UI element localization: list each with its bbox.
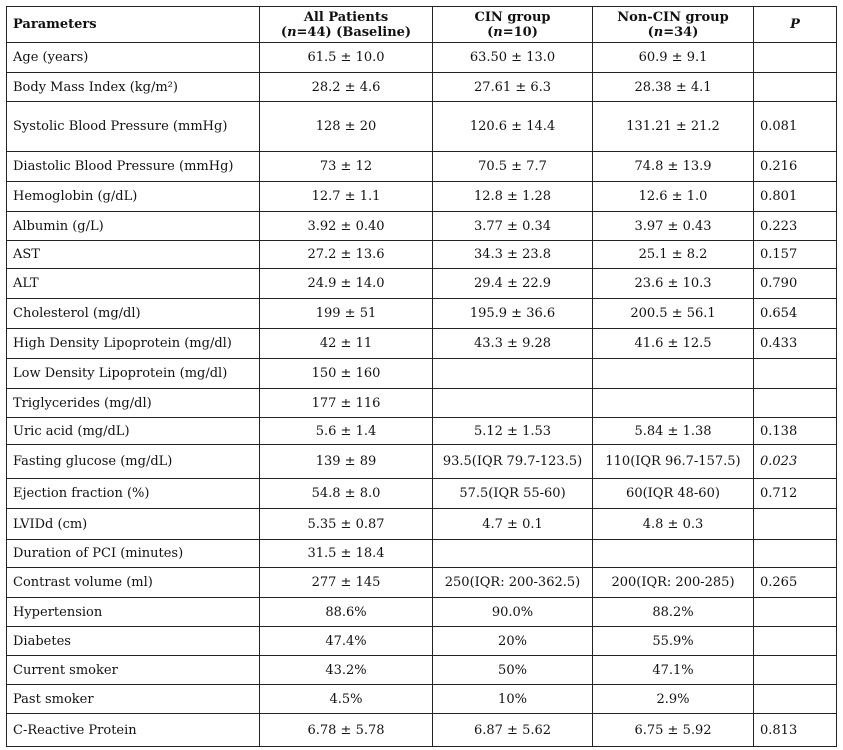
table-row <box>7 627 837 656</box>
table-row <box>7 568 837 598</box>
cin-group-cell: 250(IQR: 200-362.5) <box>433 568 593 598</box>
param-cell: Current smoker <box>7 656 260 685</box>
table-row <box>7 73 837 102</box>
param-cell: Triglycerides (mg/dl) <box>7 389 260 418</box>
non-cin-group-cell: 3.97 ± 0.43 <box>593 212 754 241</box>
param-cell: Ejection fraction (%) <box>7 479 260 509</box>
cin-group-cell: 10% <box>433 685 593 714</box>
cin-group-cell: 90.0% <box>433 598 593 627</box>
all-patients-cell: 73 ± 12 <box>260 152 433 182</box>
p-value-cell: 0.216 <box>754 152 837 182</box>
table-row <box>7 656 837 685</box>
non-cin-group-cell: 88.2% <box>593 598 754 627</box>
table-row <box>7 212 837 241</box>
cin-group-cell: 93.5(IQR 79.7-123.5) <box>433 445 593 479</box>
non-cin-group-cell: 60.9 ± 9.1 <box>593 43 754 73</box>
param-cell: Diabetes <box>7 627 260 656</box>
all-patients-cell: 199 ± 51 <box>260 299 433 329</box>
p-value-cell <box>754 685 837 714</box>
p-value-cell: 0.654 <box>754 299 837 329</box>
all-patients-cell: 177 ± 116 <box>260 389 433 418</box>
all-patients-cell: 277 ± 145 <box>260 568 433 598</box>
non-cin-group-cell: 12.6 ± 1.0 <box>593 182 754 212</box>
cin-group-cell: 29.4 ± 22.9 <box>433 269 593 299</box>
param-cell: Age (years) <box>7 43 260 73</box>
param-cell: Diastolic Blood Pressure (mmHg) <box>7 152 260 182</box>
p-value-cell <box>754 656 837 685</box>
param-cell: C-Reactive Protein <box>7 714 260 747</box>
table-row <box>7 389 837 418</box>
all-patients-cell: 5.35 ± 0.87 <box>260 509 433 540</box>
header-non-cin-group: Non-CIN group (n=34) <box>593 7 754 43</box>
non-cin-group-cell: 47.1% <box>593 656 754 685</box>
all-patients-cell: 88.6% <box>260 598 433 627</box>
p-value-cell: 0.433 <box>754 329 837 359</box>
all-patients-cell: 4.5% <box>260 685 433 714</box>
p-value-cell <box>754 43 837 73</box>
param-cell: Body Mass Index (kg/m²) <box>7 73 260 102</box>
table-row <box>7 714 837 747</box>
table-row <box>7 299 837 329</box>
param-cell: AST <box>7 241 260 269</box>
cin-group-cell: 12.8 ± 1.28 <box>433 182 593 212</box>
non-cin-group-cell <box>593 540 754 568</box>
p-value-cell: 0.801 <box>754 182 837 212</box>
p-value-cell: 0.138 <box>754 418 837 445</box>
param-cell: Hemoglobin (g/dL) <box>7 182 260 212</box>
cin-group-cell: 57.5(IQR 55-60) <box>433 479 593 509</box>
param-cell: Systolic Blood Pressure (mmHg) <box>7 102 260 152</box>
non-cin-group-cell: 200(IQR: 200-285) <box>593 568 754 598</box>
all-patients-cell: 27.2 ± 13.6 <box>260 241 433 269</box>
cin-group-cell: 63.50 ± 13.0 <box>433 43 593 73</box>
non-cin-group-cell: 23.6 ± 10.3 <box>593 269 754 299</box>
header-all-patients: All Patients (n=44) (Baseline) <box>260 7 433 43</box>
param-cell: Albumin (g/L) <box>7 212 260 241</box>
param-cell: LVIDd (cm) <box>7 509 260 540</box>
param-cell: Uric acid (mg/dL) <box>7 418 260 445</box>
param-cell: Hypertension <box>7 598 260 627</box>
non-cin-group-cell: 4.8 ± 0.3 <box>593 509 754 540</box>
p-value-cell: 0.081 <box>754 102 837 152</box>
all-patients-cell: 24.9 ± 14.0 <box>260 269 433 299</box>
cin-group-cell: 120.6 ± 14.4 <box>433 102 593 152</box>
table-row <box>7 540 837 568</box>
p-value-cell: 0.790 <box>754 269 837 299</box>
cin-group-cell: 70.5 ± 7.7 <box>433 152 593 182</box>
param-cell: Fasting glucose (mg/dL) <box>7 445 260 479</box>
all-patients-cell: 6.78 ± 5.78 <box>260 714 433 747</box>
all-patients-cell: 54.8 ± 8.0 <box>260 479 433 509</box>
all-patients-cell: 5.6 ± 1.4 <box>260 418 433 445</box>
all-patients-cell: 31.5 ± 18.4 <box>260 540 433 568</box>
table-row <box>7 102 837 152</box>
param-cell: High Density Lipoprotein (mg/dl) <box>7 329 260 359</box>
param-cell: Duration of PCI (minutes) <box>7 540 260 568</box>
param-cell: Contrast volume (ml) <box>7 568 260 598</box>
table-row <box>7 241 837 269</box>
non-cin-group-cell: 131.21 ± 21.2 <box>593 102 754 152</box>
all-patients-cell: 43.2% <box>260 656 433 685</box>
cin-group-cell: 3.77 ± 0.34 <box>433 212 593 241</box>
p-value-cell <box>754 540 837 568</box>
all-patients-cell: 47.4% <box>260 627 433 656</box>
non-cin-group-cell: 6.75 ± 5.92 <box>593 714 754 747</box>
header-row <box>7 7 837 43</box>
p-value-cell <box>754 73 837 102</box>
p-value-cell: 0.813 <box>754 714 837 747</box>
p-value-cell: 0.223 <box>754 212 837 241</box>
non-cin-group-cell: 60(IQR 48-60) <box>593 479 754 509</box>
non-cin-group-cell: 55.9% <box>593 627 754 656</box>
cin-group-cell <box>433 359 593 389</box>
p-value-cell <box>754 627 837 656</box>
non-cin-group-cell: 2.9% <box>593 685 754 714</box>
table-row <box>7 329 837 359</box>
p-value-cell: 0.712 <box>754 479 837 509</box>
cin-group-cell: 6.87 ± 5.62 <box>433 714 593 747</box>
cin-group-cell: 5.12 ± 1.53 <box>433 418 593 445</box>
all-patients-cell: 3.92 ± 0.40 <box>260 212 433 241</box>
non-cin-group-cell: 74.8 ± 13.9 <box>593 152 754 182</box>
all-patients-cell: 128 ± 20 <box>260 102 433 152</box>
cin-group-cell: 27.61 ± 6.3 <box>433 73 593 102</box>
table-row <box>7 43 837 73</box>
table-row <box>7 598 837 627</box>
cin-group-cell <box>433 389 593 418</box>
param-cell: Past smoker <box>7 685 260 714</box>
header-cin-group: CIN group (n=10) <box>433 7 593 43</box>
table-row <box>7 269 837 299</box>
table-row <box>7 418 837 445</box>
all-patients-cell: 28.2 ± 4.6 <box>260 73 433 102</box>
header-parameters: Parameters <box>7 7 260 43</box>
all-patients-cell: 61.5 ± 10.0 <box>260 43 433 73</box>
cin-group-cell: 4.7 ± 0.1 <box>433 509 593 540</box>
all-patients-cell: 42 ± 11 <box>260 329 433 359</box>
all-patients-cell: 12.7 ± 1.1 <box>260 182 433 212</box>
param-cell: ALT <box>7 269 260 299</box>
p-value-cell <box>754 389 837 418</box>
non-cin-group-cell: 41.6 ± 12.5 <box>593 329 754 359</box>
cin-group-cell: 50% <box>433 656 593 685</box>
table-row <box>7 509 837 540</box>
all-patients-cell: 139 ± 89 <box>260 445 433 479</box>
non-cin-group-cell: 110(IQR 96.7-157.5) <box>593 445 754 479</box>
non-cin-group-cell: 25.1 ± 8.2 <box>593 241 754 269</box>
param-cell: Low Density Lipoprotein (mg/dl) <box>7 359 260 389</box>
p-value-cell: 0.157 <box>754 241 837 269</box>
p-value-cell <box>754 359 837 389</box>
table-row <box>7 359 837 389</box>
cin-group-cell <box>433 540 593 568</box>
table-row <box>7 685 837 714</box>
cin-group-cell: 20% <box>433 627 593 656</box>
table-row <box>7 152 837 182</box>
non-cin-group-cell <box>593 389 754 418</box>
patient-characteristics-table <box>6 6 837 747</box>
p-value-cell: 0.265 <box>754 568 837 598</box>
p-value-cell: 0.023 <box>754 445 837 479</box>
p-value-cell <box>754 598 837 627</box>
param-cell: Cholesterol (mg/dl) <box>7 299 260 329</box>
non-cin-group-cell: 200.5 ± 56.1 <box>593 299 754 329</box>
cin-group-cell: 195.9 ± 36.6 <box>433 299 593 329</box>
non-cin-group-cell <box>593 359 754 389</box>
header-p-value: P <box>754 7 837 43</box>
non-cin-group-cell: 28.38 ± 4.1 <box>593 73 754 102</box>
all-patients-cell: 150 ± 160 <box>260 359 433 389</box>
table-row <box>7 445 837 479</box>
non-cin-group-cell: 5.84 ± 1.38 <box>593 418 754 445</box>
table-row <box>7 182 837 212</box>
table-row <box>7 479 837 509</box>
p-value-cell <box>754 509 837 540</box>
cin-group-cell: 43.3 ± 9.28 <box>433 329 593 359</box>
cin-group-cell: 34.3 ± 23.8 <box>433 241 593 269</box>
